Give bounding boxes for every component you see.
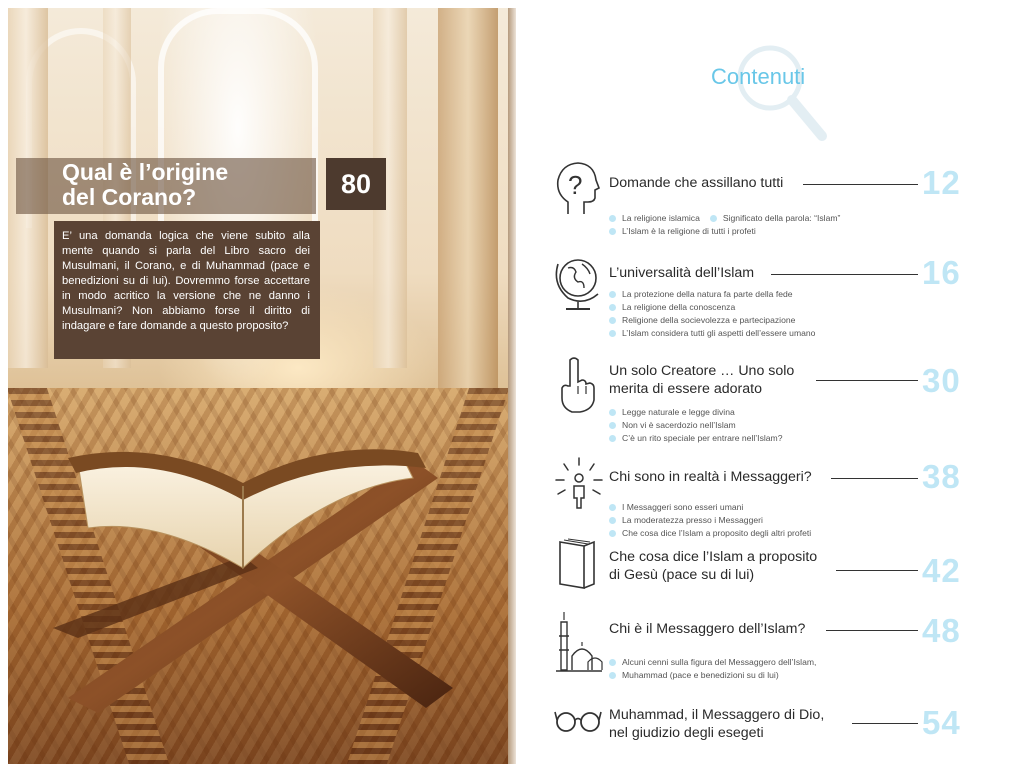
subtopic-item: L’Islam considera tutti gli aspetti dell’essere umano <box>609 327 815 340</box>
toc-page-number: 38 <box>922 458 961 495</box>
magnifier-icon <box>726 40 836 150</box>
raised-finger-icon <box>554 356 600 414</box>
toc-entry-title: Domande che assillano tutti <box>609 175 784 191</box>
subtopic-item: Legge naturale e legge divina <box>609 406 783 419</box>
subtopic-item: C’è un rito speciale per entrare nell’Islam? <box>609 432 783 445</box>
toc-page-number: 42 <box>922 552 961 589</box>
question-head-icon <box>554 160 600 216</box>
leader-line <box>831 478 918 479</box>
toc-entry-title-line-1: Che cosa dice l’Islam a proposito <box>609 549 818 565</box>
toc-entry-title-line-2: merita di essere adorato <box>609 381 762 397</box>
toc-entry-title-line-2: nel giudizio degli esegeti <box>609 725 764 741</box>
glasses-icon <box>554 706 602 736</box>
toc-entry-title: Chi è il Messaggero dell’Islam? <box>609 621 806 637</box>
book-icon <box>554 538 600 590</box>
subtopic-item: Significato della parola: “Islam” <box>710 212 841 225</box>
article-title-line-1: Qual è l’origine <box>62 159 229 185</box>
subtopic-item-continuation: Muhammad (pace e benedizioni su di lui) <box>609 669 816 682</box>
toc-subtopics <box>609 656 816 682</box>
left-page <box>8 8 514 764</box>
messenger-icon <box>554 456 608 512</box>
toc-entry-title-line-2: di Gesù (pace su di lui) <box>609 567 755 583</box>
article-title-box <box>16 158 316 214</box>
leader-line <box>771 274 918 275</box>
subtopic-item: I Messaggeri sono esseri umani <box>609 501 811 514</box>
subtopic-item: La religione islamica <box>609 212 700 225</box>
toc-heading: Contenuti <box>711 64 806 89</box>
subtopic-item: La moderatezza presso i Messaggeri <box>609 514 811 527</box>
toc-page-number: 54 <box>922 704 961 741</box>
leader-line <box>836 570 918 571</box>
subtopic-item: Religione della socievolezza e partecipazione <box>609 314 815 327</box>
subtopic-item: Alcuni cenni sulla figura del Messaggero dell’Islam, <box>609 656 816 669</box>
subtopic-item: La religione della conoscenza <box>609 301 815 314</box>
globe-icon <box>554 250 604 312</box>
subtopic-item: L’Islam è la religione di tutti i profeti <box>609 225 850 238</box>
toc-entry-title-line-1: Muhammad, il Messaggero di Dio, <box>609 707 825 723</box>
leader-line <box>852 723 918 724</box>
svg-text:?: ? <box>568 170 583 200</box>
leader-line <box>803 184 918 185</box>
leader-line <box>816 380 918 381</box>
toc-page-number: 16 <box>922 254 961 291</box>
toc-entry-title: L’universalità dell’Islam <box>609 265 755 281</box>
quran-stand-illustration <box>8 8 514 764</box>
toc-subtopics <box>609 212 850 238</box>
mosque-icon <box>554 610 604 674</box>
article-description: E’ una domanda logica che viene subito alla mente quando si parla del Libro sacro dei Musulmani, il Corano, e di Muhammad (pace e benedizioni su di lui). Dovremmo forse accettare in modo acritico la versione che ne danno i Musulmani? Non abbiamo forse il diritto di indagare e fare domande a questo proposito? <box>54 221 320 359</box>
toc-subtopics <box>609 406 783 445</box>
subtopic-item: La protezione della natura fa parte della fede <box>609 288 815 301</box>
toc-page-number: 12 <box>922 164 961 201</box>
toc-subtopics <box>609 501 811 540</box>
toc-subtopics <box>609 288 815 340</box>
toc-page-number: 48 <box>922 612 961 649</box>
toc-page-number: 30 <box>922 362 961 399</box>
toc-entry-title-line-1: Un solo Creatore … Uno solo <box>609 363 795 379</box>
subtopic-item: Non vi è sacerdozio nell’Islam <box>609 419 783 432</box>
article-title-line-2: del Corano? <box>62 184 197 210</box>
toc-entry-title: Chi sono in realtà i Messaggeri? <box>609 469 812 485</box>
leader-line <box>826 630 918 631</box>
subtopic-item: Che cosa dice l’Islam a proposito degli altri profeti <box>609 527 811 540</box>
page-number-badge: 80 <box>326 158 386 210</box>
right-page <box>516 8 1022 764</box>
